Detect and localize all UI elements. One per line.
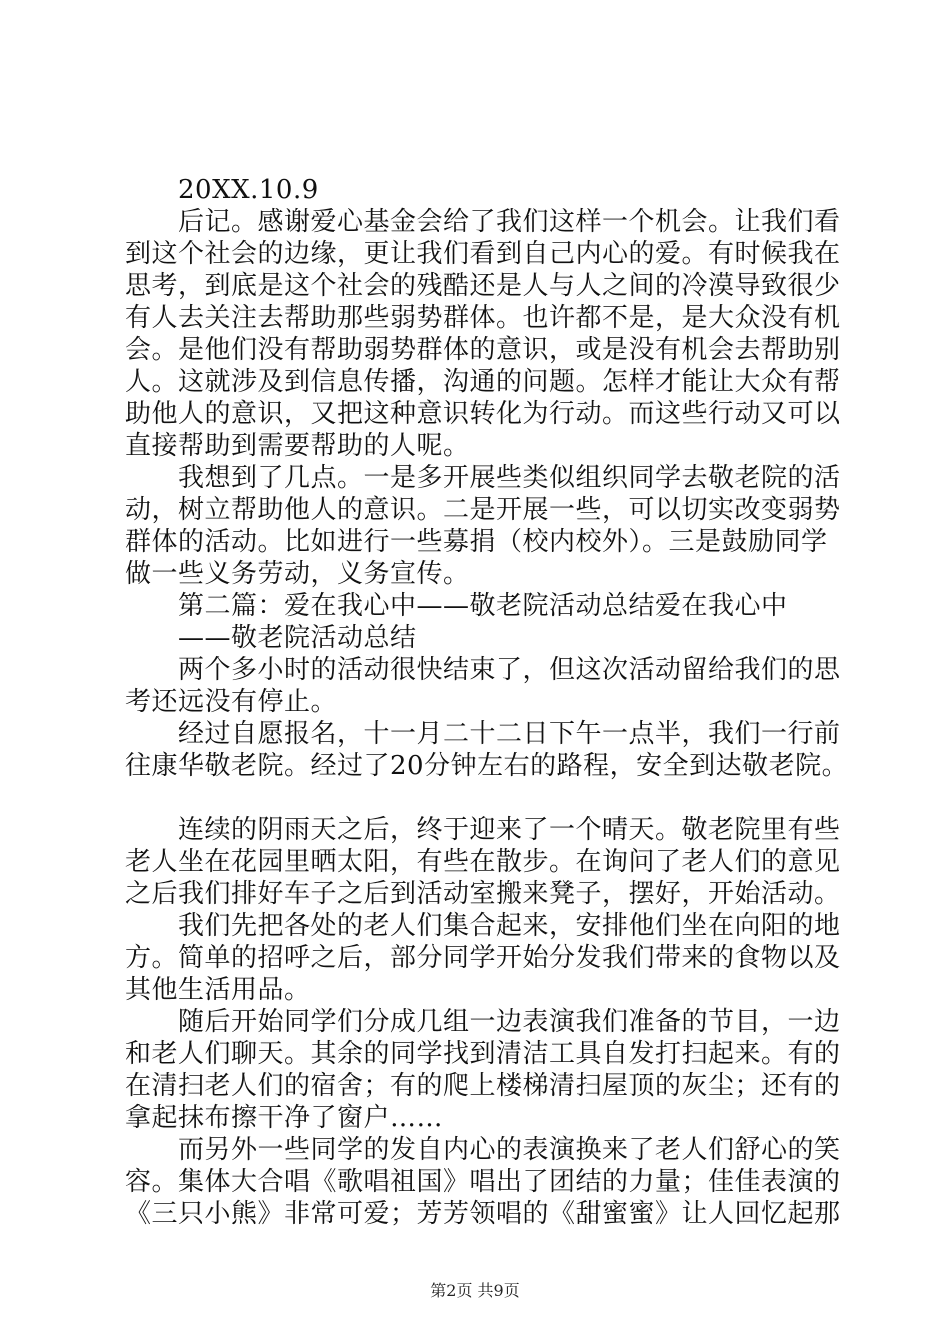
text-line: 老人坐在花园里晒太阳，有些在散步。在询问了老人们的意见 — [125, 847, 841, 877]
date-line: 20XX.10.9 — [178, 175, 319, 205]
text-line: 其他生活用品。 — [125, 975, 311, 1005]
text-line: 会。是他们没有帮助弱势群体的意识，或是没有机会去帮助别 — [125, 335, 841, 365]
text-line: 在清扫老人们的宿舍；有的爬上楼梯清扫屋顶的灰尘；还有的 — [125, 1071, 841, 1101]
text-line: 容。集体大合唱《歌唱祖国》唱出了团结的力量；佳佳表演的 — [125, 1167, 841, 1197]
text-line: 有人去关注去帮助那些弱势群体。也许都不是，是大众没有机 — [125, 303, 841, 333]
text-line: 直接帮助到需要帮助的人呢。 — [125, 431, 470, 461]
text-line: 和老人们聊天。其余的同学找到清洁工具自发打扫起来。有的 — [125, 1039, 841, 1069]
text-line: 做一些义务劳动，义务宣传。 — [125, 559, 470, 589]
section-subheading: ——敬老院活动总结 — [178, 623, 417, 653]
text-line: 动，树立帮助他人的意识。二是开展一些，可以切实改变弱势 — [125, 495, 841, 525]
text-line: 助他人的意识，又把这种意识转化为行动。而这些行动又可以 — [125, 399, 841, 429]
text-line: 两个多小时的活动很快结束了，但这次活动留给我们的思 — [178, 655, 841, 685]
text-line: 《三只小熊》非常可爱；芳芳领唱的《甜蜜蜜》让人回忆起那 — [125, 1199, 841, 1229]
text-line: 群体的活动。比如进行一些募捐（校内校外）。三是鼓励同学 — [125, 527, 828, 557]
text-line: 考还远没有停止。 — [125, 687, 338, 717]
text-line: 方。简单的招呼之后，部分同学开始分发我们带来的食物以及 — [125, 943, 841, 973]
text-line: 我们先把各处的老人们集合起来，安排他们坐在向阳的地 — [178, 911, 841, 941]
text-line: 拿起抹布擦干净了窗户…… — [125, 1103, 444, 1133]
text-line: 往康华敬老院。经过了20分钟左右的路程，安全到达敬老院。 — [125, 751, 849, 781]
text-line: 经过自愿报名，十一月二十二日下午一点半，我们一行前 — [178, 719, 841, 749]
text-line: 连续的阴雨天之后，终于迎来了一个晴天。敬老院里有些 — [178, 815, 841, 845]
text-line: 而另外一些同学的发自内心的表演换来了老人们舒心的笑 — [178, 1135, 841, 1165]
text-line: 后记。感谢爱心基金会给了我们这样一个机会。让我们看 — [178, 207, 841, 237]
text-line: 思考，到底是这个社会的残酷还是人与人之间的冷漠导致很少 — [125, 271, 841, 301]
text-line: 人。这就涉及到信息传播，沟通的问题。怎样才能让大众有帮 — [125, 367, 841, 397]
page-footer: 第2页 共9页 — [430, 1281, 520, 1300]
text-line: 之后我们排好车子之后到活动室搬来凳子，摆好，开始活动。 — [125, 879, 841, 909]
text-line: 我想到了几点。一是多开展些类似组织同学去敬老院的活 — [178, 463, 841, 493]
section-heading: 第二篇：爱在我心中——敬老院活动总结爱在我心中 — [178, 591, 788, 621]
text-line: 到这个社会的边缘，更让我们看到自己内心的爱。有时候我在 — [125, 239, 841, 269]
text-line: 随后开始同学们分成几组一边表演我们准备的节目，一边 — [178, 1007, 841, 1037]
